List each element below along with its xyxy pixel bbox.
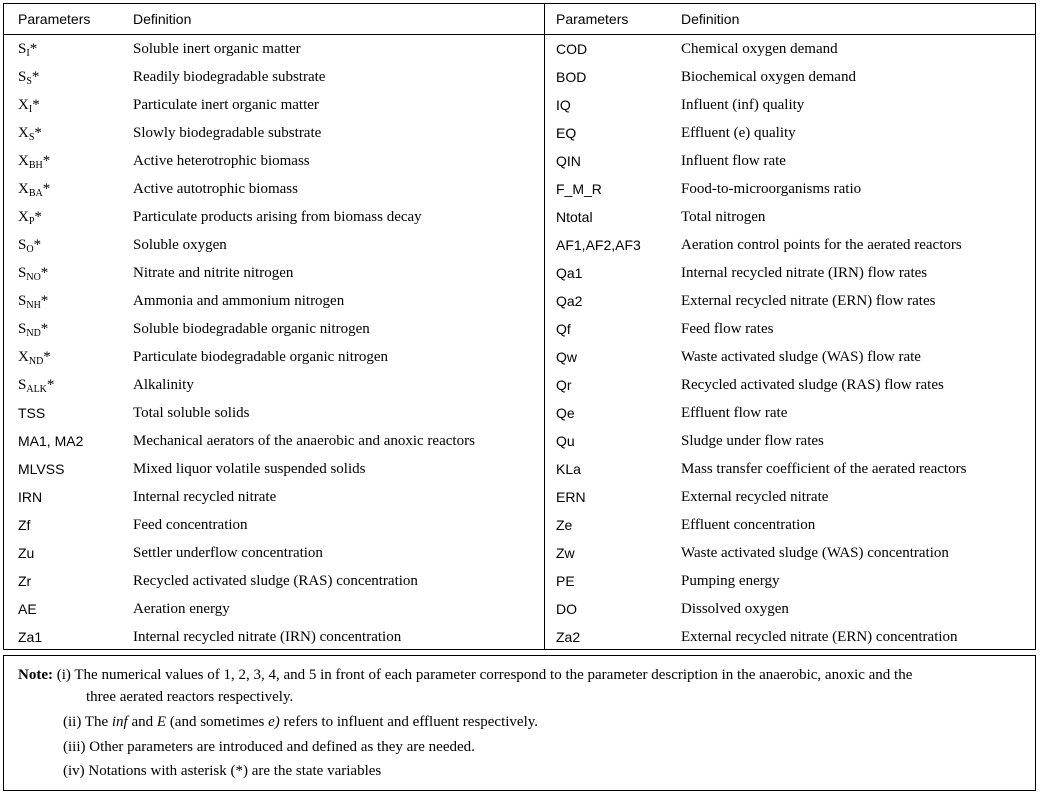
state-variable-asterisk: * [46,377,55,393]
param-right: Ntotal [556,209,593,225]
param-symbol: X [18,209,29,225]
definition-right: Influent (inf) quality [681,97,805,113]
param-right: DO [556,601,577,617]
note-line-1 [18,666,912,684]
param-right: Qu [556,433,575,449]
definition-right: Effluent concentration [681,517,816,533]
param-symbol: MA1, MA2 [18,433,84,449]
note-line-2 [63,713,538,731]
param-symbol: S [18,69,27,85]
definition-left: Mixed liquor volatile suspended solids [133,461,366,477]
definition-right: Food-to-microorganisms ratio [681,181,862,197]
header-parameters-left: Parameters [18,11,91,27]
definition-right: Dissolved oxygen [681,601,789,617]
definition-left: Particulate products arising from biomass decay [133,209,422,225]
param-right: Zw [556,545,575,561]
param-symbol: S [18,265,27,281]
param-right: EQ [556,125,577,141]
param-left [18,68,39,86]
note-item-1: (i) The numerical values of 1, 2, 3, 4, and 5 in front of each parameter correspond to the parameter description in the anaerobic, anoxic and the [56,667,913,683]
note-line-4: (iv) Notations with asterisk (*) are the state variables [63,763,382,779]
param-left [18,40,37,58]
param-right: KLa [556,461,581,477]
state-variable-asterisk: * [34,125,42,141]
state-variable-asterisk: * [40,265,49,281]
definition-left: Particulate inert organic matter [133,97,319,113]
param-subscript: ND [26,328,41,339]
param-right: IQ [556,97,571,113]
definition-left: Alkalinity [133,377,194,393]
definition-left: Internal recycled nitrate (IRN) concentration [133,629,402,645]
param-right: Qa1 [556,265,583,281]
definition-left: Active heterotrophic biomass [133,153,310,169]
param-left [18,320,48,338]
param-left [18,124,42,142]
definition-left: Recycled activated sludge (RAS) concentration [133,573,418,589]
note-italic: e) [268,714,280,730]
note-label: Note: [18,667,53,683]
param-right: PE [556,573,575,589]
param-symbol: X [18,181,29,197]
param-symbol: S [18,377,27,393]
definition-right: Effluent (e) quality [681,125,796,141]
param-subscript: ND [28,356,44,367]
definition-left: Nitrate and nitrite nitrogen [133,265,294,281]
definition-right: Biochemical oxygen demand [681,69,856,85]
param-right: ERN [556,489,586,505]
definition-right: Waste activated sludge (WAS) flow rate [681,349,921,365]
definition-left: Soluble oxygen [133,237,227,253]
definition-right: Chemical oxygen demand [681,41,838,57]
state-variable-asterisk: * [40,321,49,337]
definition-right: Pumping energy [681,573,780,589]
state-variable-asterisk: * [31,69,40,85]
table-header [4,4,1035,35]
state-variable-asterisk: * [34,209,42,225]
param-subscript: NO [26,272,41,283]
param-left [18,264,48,282]
note-line-1-cont: three aerated reactors respectively. [86,689,294,705]
definition-right: External recycled nitrate [681,489,829,505]
param-left [18,516,30,534]
param-symbol: TSS [18,405,46,421]
state-variable-asterisk: * [32,97,40,113]
column-divider [544,4,545,649]
param-left [18,628,42,646]
param-right: QIN [556,153,581,169]
definition-left: Feed concentration [133,517,248,533]
param-symbol: S [18,237,27,253]
header-definition-left: Definition [133,11,192,27]
param-left [18,96,40,114]
definition-left: Soluble biodegradable organic nitrogen [133,321,370,337]
definition-right: External recycled nitrate (ERN) flow rates [681,293,936,309]
param-left [18,236,41,254]
param-left [18,376,54,394]
param-symbol: X [18,153,29,169]
param-left [18,208,42,226]
param-subscript: BA [28,188,43,199]
definition-left: Settler underflow concentration [133,545,323,561]
state-variable-asterisk: * [33,237,42,253]
param-right: Qf [556,321,571,337]
state-variable-asterisk: * [43,349,51,365]
note-text: and [127,714,157,730]
definition-left: Ammonia and ammonium nitrogen [133,293,345,309]
param-left [18,572,31,590]
param-right: BOD [556,69,587,85]
param-subscript: I [26,48,30,59]
param-subscript: P [28,216,35,227]
definition-right: Effluent flow rate [681,405,788,421]
param-symbol: S [18,293,27,309]
param-right: AF1,AF2,AF3 [556,237,641,253]
param-subscript: BH [28,160,43,171]
param-right: Qw [556,349,577,365]
param-right: F_M_R [556,181,602,197]
definition-left: Active autotrophic biomass [133,181,298,197]
param-symbol: Zf [18,517,31,533]
state-variable-asterisk: * [42,181,51,197]
param-left [18,404,45,422]
state-variable-asterisk: * [29,41,38,57]
param-right: COD [556,41,588,57]
state-variable-asterisk: * [42,153,51,169]
param-right: Qa2 [556,293,583,309]
definition-left: Internal recycled nitrate [133,489,277,505]
definition-right: Influent flow rate [681,153,786,169]
definition-left: Mechanical aerators of the anaerobic and anoxic reactors [133,433,475,449]
param-subscript: S [28,132,35,143]
definition-left: Readily biodegradable substrate [133,69,326,85]
note-text: (and sometimes [166,714,269,730]
param-subscript: S [26,76,32,87]
header-definition-right: Definition [681,11,740,27]
table-note [3,655,1036,791]
param-symbol: S [18,321,27,337]
param-subscript: ALK [26,384,47,395]
param-left [18,348,51,366]
param-symbol: X [18,125,29,141]
definition-left: Slowly biodegradable substrate [133,125,322,141]
param-subscript: I [28,104,33,115]
note-text: (ii) The [63,714,112,730]
note-line-3: (iii) Other parameters are introduced and defined as they are needed. [63,739,475,755]
definition-left: Soluble inert organic matter [133,41,301,57]
parameters-table [3,3,1036,650]
param-left [18,432,83,450]
param-subscript: NH [26,300,41,311]
param-right: Ze [556,517,573,533]
param-left [18,600,37,618]
param-symbol: S [18,41,27,57]
definition-right: Total nitrogen [681,209,766,225]
param-symbol: Za1 [18,629,43,645]
definition-left: Total soluble solids [133,405,250,421]
definition-right: Feed flow rates [681,321,774,337]
param-symbol: AE [18,601,37,617]
note-italic: inf [111,714,128,730]
definition-right: Internal recycled nitrate (IRN) flow rates [681,265,928,281]
param-left [18,180,50,198]
definition-right: Waste activated sludge (WAS) concentration [681,545,949,561]
note-italic: E [156,714,167,730]
param-right: Qe [556,405,575,421]
param-symbol: X [18,97,29,113]
param-symbol: MLVSS [18,461,65,477]
param-left [18,292,48,310]
note-text: refers to influent and effluent respectively. [279,714,539,730]
definition-right: Sludge under flow rates [681,433,824,449]
param-left [18,152,50,170]
state-variable-asterisk: * [40,293,49,309]
param-subscript: O [26,244,34,255]
definition-right: Aeration control points for the aerated reactors [681,237,962,253]
definition-right: Recycled activated sludge (RAS) flow rates [681,377,944,393]
param-left [18,488,42,506]
definition-right: Mass transfer coefficient of the aerated reactors [681,461,967,477]
definition-left: Aeration energy [133,601,230,617]
param-right: Qr [556,377,572,393]
param-left [18,460,64,478]
param-symbol: IRN [18,489,43,505]
header-parameters-right: Parameters [556,11,629,27]
param-symbol: X [18,349,29,365]
param-right: Za2 [556,629,581,645]
param-symbol: Zr [18,573,32,589]
param-left [18,544,34,562]
definition-right: External recycled nitrate (ERN) concentration [681,629,958,645]
param-symbol: Zu [18,545,35,561]
definition-left: Particulate biodegradable organic nitrogen [133,349,389,365]
